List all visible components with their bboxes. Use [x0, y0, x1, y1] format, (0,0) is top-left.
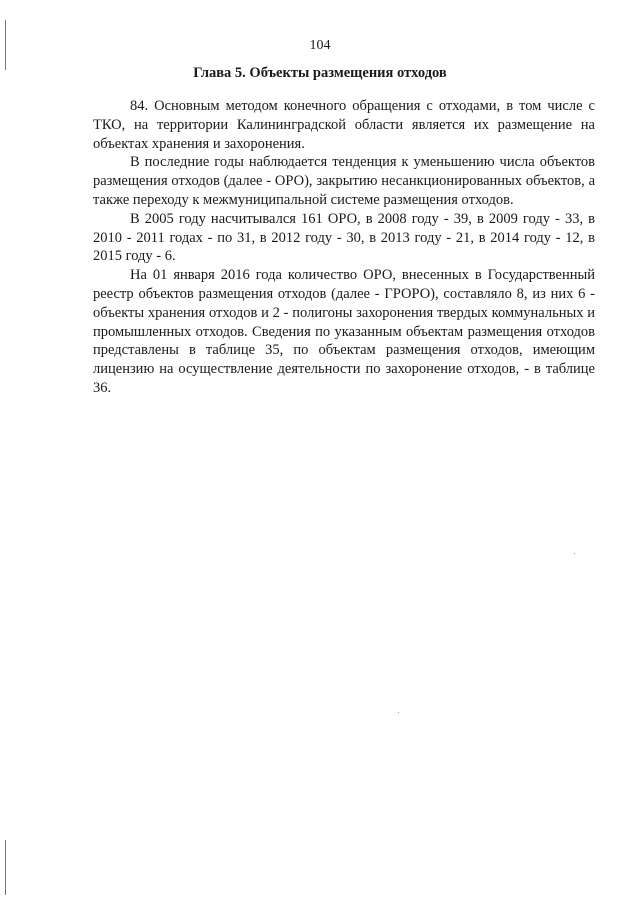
paragraph: В 2005 году насчитывался 161 ОРО, в 2008 году - 39, в 2009 году - 33, в 2010 - 2011 годах - по 31, в 2012 году - 30, в 2013 году - 21, в 2014 году - 12, в 2015 году - 6.	[93, 210, 595, 265]
paragraph: В последние годы наблюдается тенденция к уменьшению числа объектов размещения отходов (далее - ОРО), закрытию несанкционированных объектов, а также переходу к межмуниципальной системе размещения отходов.	[93, 154, 595, 208]
scan-speck	[398, 712, 399, 713]
paragraph: 84. Основным методом конечного обращения с отходами, в том числе с ТКО, на территории Калининградской области является их размещение на объектах хранения и захоронения.	[93, 98, 595, 152]
body-text	[93, 97, 595, 398]
chapter-title: Глава 5. Объекты размещения отходов	[193, 65, 447, 81]
scan-speck	[574, 553, 575, 554]
paragraph: На 01 января 2016 года количество ОРО, внесенных в Государственный реестр объектов размещения отходов (далее - ГРОРО), составляло 8, из них 6 - объекты хранения отходов и 2 - полигоны захоронения твердых коммунальных и промышленных отходов. Сведения по указанным объектам размещения отходов представлены в таблице 35, по объектам размещения отходов, имеющим лицензию на осуществление деятельности по захоронение отходов, - в таблице 36.	[93, 267, 595, 396]
scan-edge-mark-bottom	[5, 840, 6, 895]
page-number: 104	[309, 38, 331, 53]
